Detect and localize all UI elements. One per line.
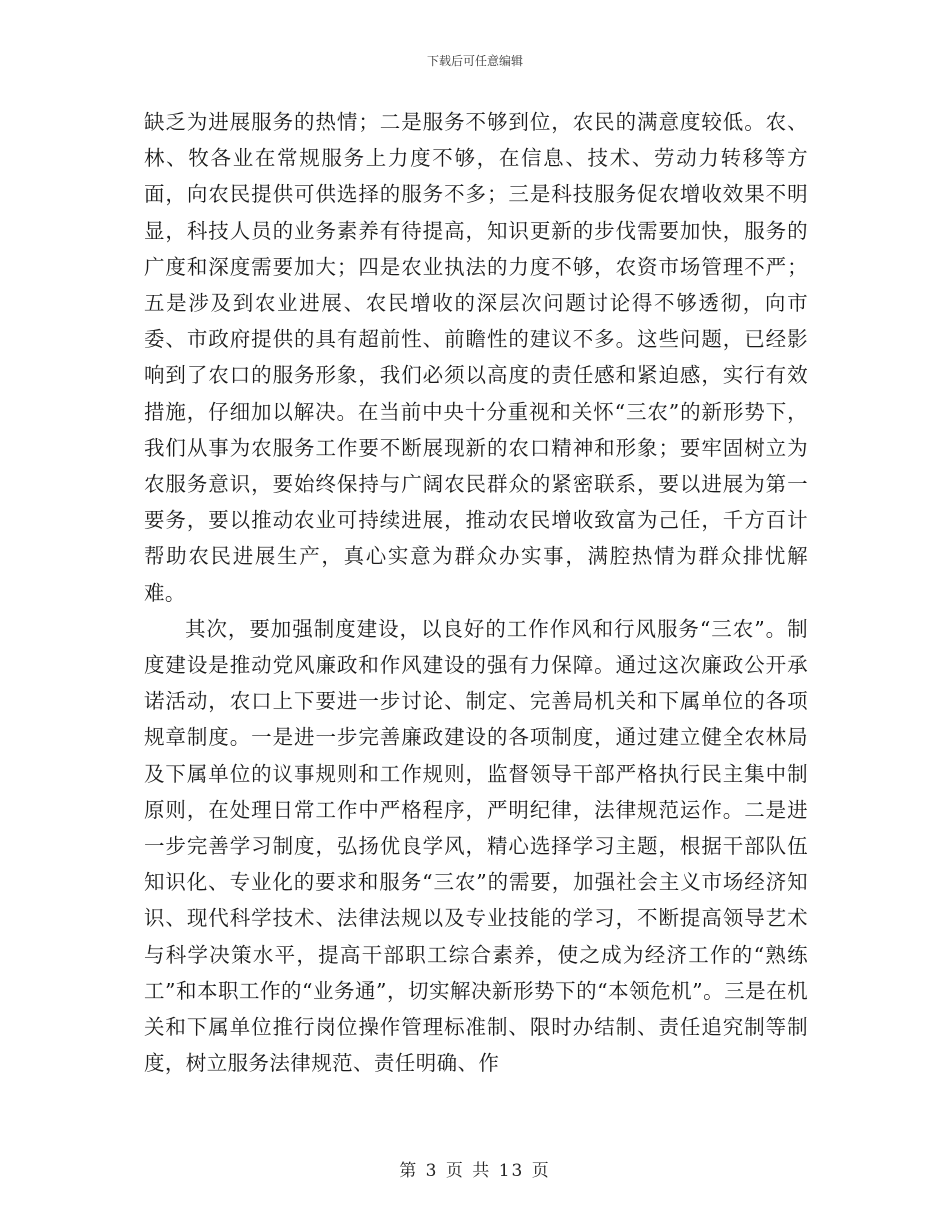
document-body <box>144 104 808 1081</box>
page-header-note: 下载后可任意编辑 <box>426 54 523 68</box>
page-number: 第 3 页 共 13 页 <box>399 1161 551 1181</box>
paragraph-1: 缺乏为进展服务的热情；二是服务不够到位，农民的满意度较低。农、林、牧各业在常规服务上力度不够，在信息、技术、劳动力转移等方面，向农民提供可供选择的服务不多；三是科技服务促农增收效果不明显，科技人员的业务素养有待提高，知识更新的步伐需要加快，服务的广度和深度需要加大；四是农业执法的力度不够，农资市场管理不严；五是涉及到农业进展、农民增收的深层次问题讨论得不够透彻，向市委、市政府提供的具有超前性、前瞻性的建议不多。这些问题，已经影响到了农口的服务形象，我们必须以高度的责任感和紧迫感，实行有效措施，仔细加以解决。在当前中央十分重视和关怀“三农”的新形势下，我们从事为农服务工作要不断展现新的农口精神和形象；要牢固树立为农服务意识，要始终保持与广阔农民群众的紧密联系，要以进展为第一要务，要以推动农业可持续进展，推动农民增收致富为己任，千方百计帮助农民进展生产，真心实意为群众办实事，满腔热情为群众排忧解难。 <box>144 110 808 605</box>
paragraph-2: 其次，要加强制度建设，以良好的工作作风和行风服务“三农”。制度建设是推动党风廉政和作风建设的强有力保障。通过这次廉政公开承诺活动，农口上下要进一步讨论、制定、完善局机关和下属单位的各项规章制度。一是进一步完善廉政建设的各项制度，通过建立健全农林局及下属单位的议事规则和工作规则，监督领导干部严格执行民主集中制原则，在处理日常工作中严格程序，严明纪律，法律规范运作。二是进一步完善学习制度，弘扬优良学风，精心选择学习主题，根据干部队伍知识化、专业化的要求和服务“三农”的需要，加强社会主义市场经济知识、现代科学技术、法律法规以及专业技能的学习，不断提高领导艺术与科学决策水平，提高干部职工综合素养，使之成为经济工作的“熟练工”和本职工作的“业务通”，切实解决新形势下的“本领危机”。三是在机关和下属单位推行岗位操作管理标准制、限时办结制、责任追究制等制度，树立服务法律规范、责任明确、作 <box>144 616 808 1076</box>
